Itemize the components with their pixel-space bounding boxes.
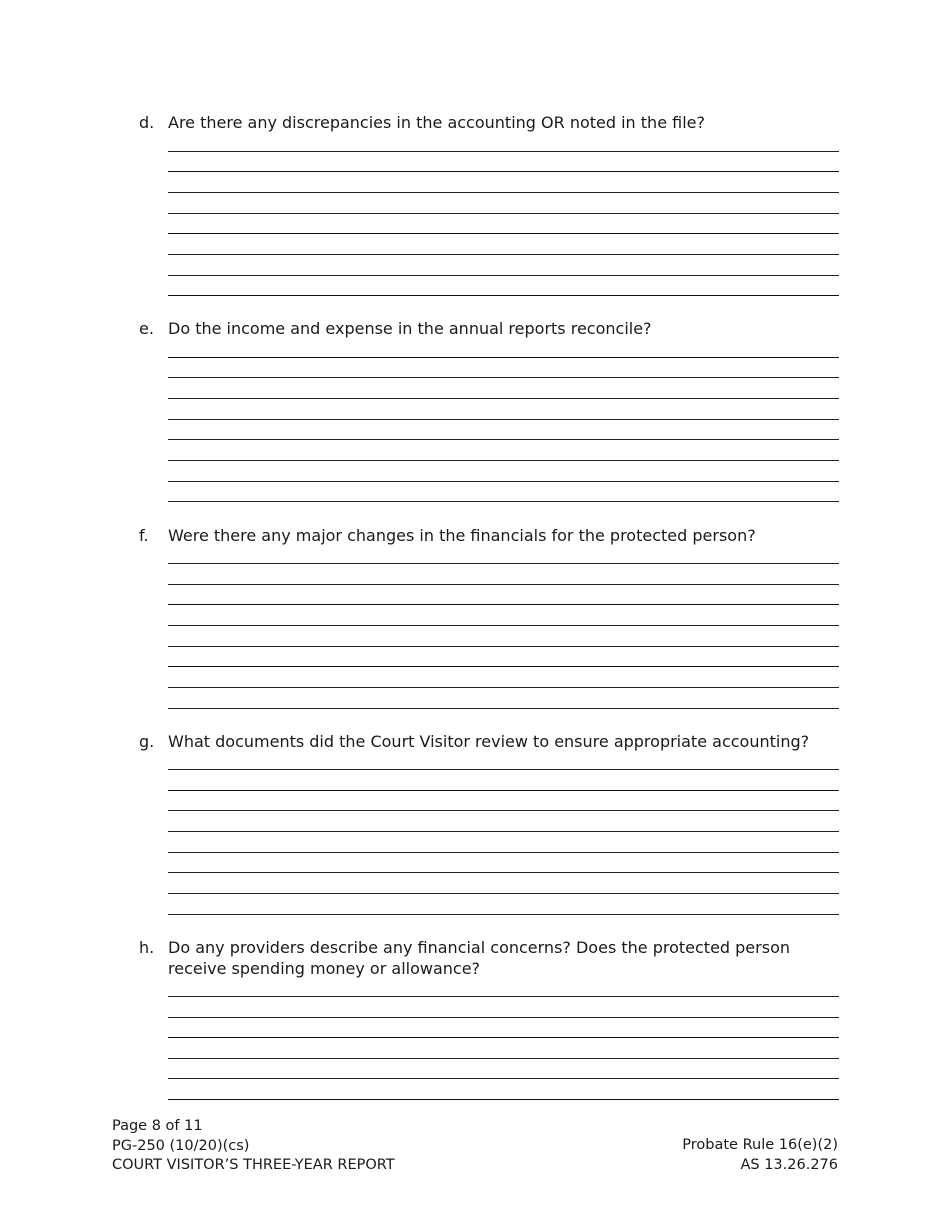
probate-rule: Probate Rule 16(e)(2): [682, 1137, 838, 1153]
question-letter: f.: [139, 526, 149, 545]
answer-line[interactable]: [168, 604, 839, 605]
answer-line[interactable]: [168, 254, 839, 255]
question-text: Are there any discrepancies in the accounting OR noted in the file?: [168, 113, 705, 132]
answer-line[interactable]: [168, 666, 839, 667]
answer-line[interactable]: [168, 171, 839, 172]
form-title: COURT VISITOR’S THREE-YEAR REPORT: [112, 1157, 395, 1173]
question-letter: g.: [139, 732, 155, 751]
answer-line[interactable]: [168, 439, 839, 440]
question-text: Were there any major changes in the financials for the protected person?: [168, 526, 756, 545]
answer-line[interactable]: [168, 810, 839, 811]
answer-line[interactable]: [168, 1058, 839, 1059]
form-number: PG-250 (10/20)(cs): [112, 1137, 250, 1154]
answer-line[interactable]: [168, 790, 839, 791]
answer-line[interactable]: [168, 192, 839, 193]
answer-line[interactable]: [168, 295, 839, 296]
answer-line[interactable]: [168, 1099, 839, 1100]
answer-line[interactable]: [168, 769, 839, 770]
answer-line[interactable]: [168, 398, 839, 399]
answer-line[interactable]: [168, 893, 839, 894]
footer-right: [682, 1136, 838, 1175]
answer-line[interactable]: [168, 1078, 839, 1079]
answer-line[interactable]: [168, 563, 839, 564]
answer-line[interactable]: [168, 275, 839, 276]
answer-line[interactable]: [168, 996, 839, 997]
answer-line[interactable]: [168, 872, 839, 873]
statute-reference: AS 13.26.276: [740, 1156, 838, 1173]
question-text: Do the income and expense in the annual reports reconcile?: [168, 319, 652, 338]
footer-left: [112, 1117, 395, 1176]
answer-line[interactable]: [168, 852, 839, 853]
answer-line[interactable]: [168, 687, 839, 688]
question-letter: h.: [139, 938, 155, 957]
answer-line[interactable]: [168, 213, 839, 214]
answer-line[interactable]: [168, 233, 839, 234]
page-number: Page 8 of 11: [112, 1118, 203, 1134]
answer-line[interactable]: [168, 1037, 839, 1038]
answer-line[interactable]: [168, 377, 839, 378]
answer-line[interactable]: [168, 419, 839, 420]
answer-line[interactable]: [168, 1017, 839, 1018]
answer-line[interactable]: [168, 625, 839, 626]
answer-line[interactable]: [168, 501, 839, 502]
answer-line[interactable]: [168, 460, 839, 461]
answer-line[interactable]: [168, 481, 839, 482]
answer-line[interactable]: [168, 357, 839, 358]
question-text: Do any providers describe any financial concerns? Does the protected person receive spending money or allowance?: [168, 938, 790, 978]
answer-line[interactable]: [168, 914, 839, 915]
answer-line[interactable]: [168, 151, 839, 152]
answer-line[interactable]: [168, 584, 839, 585]
question-letter: d.: [139, 113, 155, 132]
question-letter: e.: [139, 319, 154, 338]
answer-line[interactable]: [168, 708, 839, 709]
question-text: What documents did the Court Visitor review to ensure appropriate accounting?: [168, 732, 810, 751]
answer-line[interactable]: [168, 831, 839, 832]
answer-line[interactable]: [168, 646, 839, 647]
